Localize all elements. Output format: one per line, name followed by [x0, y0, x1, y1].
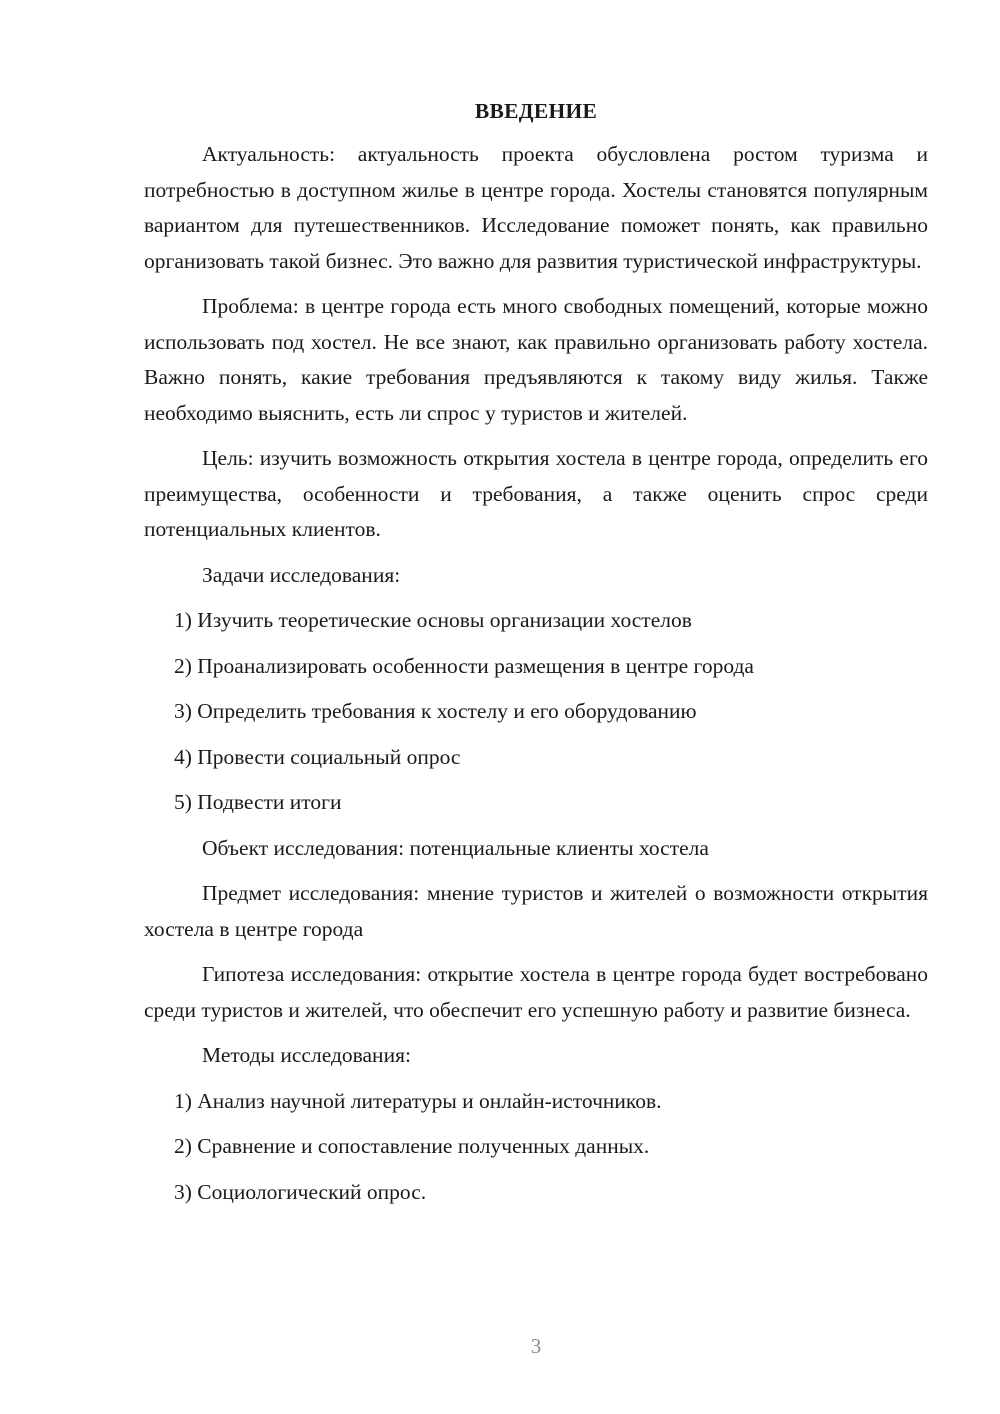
- problem-paragraph: Проблема: в центре города есть много свободных помещений, которые можно использовать под хостел. Не все знают, как правильно организовать работу хостела. Важно понять, какие требования предъявляются к такому виду жилья. Также необходимо выяснить, есть ли спрос у туристов и жителей.: [144, 294, 928, 425]
- list-item: 1) Анализ научной литературы и онлайн-источников.: [174, 1088, 662, 1113]
- tasks-list: [144, 603, 928, 821]
- page-title: ВВЕДЕНИЕ: [474, 99, 598, 123]
- methods-heading: Методы исследования:: [202, 1043, 411, 1067]
- page-number: 3: [530, 1334, 542, 1358]
- list-item: 2) Сравнение и сопоставление полученных данных.: [174, 1134, 650, 1158]
- goal-paragraph: Цель: изучить возможность открытия хостела в центре города, определить его преимущества, особенности и требования, а также оценить спрос среди потенциальных клиентов.: [144, 446, 928, 541]
- list-item: 2) Проанализировать особенности размещения в центре города: [174, 653, 754, 678]
- list-item: 3) Социологический опрос.: [174, 1179, 427, 1204]
- relevance-paragraph: Актуальность: актуальность проекта обусловлена ростом туризма и потребностью в доступном жилье в центре города. Хостелы становятся популярным вариантом для путешественников. Исследование поможет понять, как правильно организовать такой бизнес. Это важно для развития туристической инфраструктуры.: [144, 142, 928, 273]
- list-item: 4) Провести социальный опрос: [174, 744, 461, 769]
- tasks-heading: Задачи исследования:: [202, 562, 401, 587]
- methods-list: [144, 1084, 928, 1211]
- list-item: 5) Подвести итоги: [174, 790, 342, 814]
- list-item: 3) Определить требования к хостелу и его оборудованию: [174, 699, 697, 723]
- list-item: 1) Изучить теоретические основы организации хостелов: [174, 608, 692, 632]
- subject-paragraph: Предмет исследования: мнение туристов и жителей о возможности открытия хостела в центре города: [144, 881, 928, 941]
- hypothesis-paragraph: Гипотеза исследования: открытие хостела в центре города будет востребовано среди туристов и жителей, что обеспечит его успешную работу и развитие бизнеса.: [144, 962, 928, 1022]
- page-content: [144, 96, 928, 1220]
- object-paragraph: Объект исследования: потенциальные клиенты хостела: [202, 835, 709, 860]
